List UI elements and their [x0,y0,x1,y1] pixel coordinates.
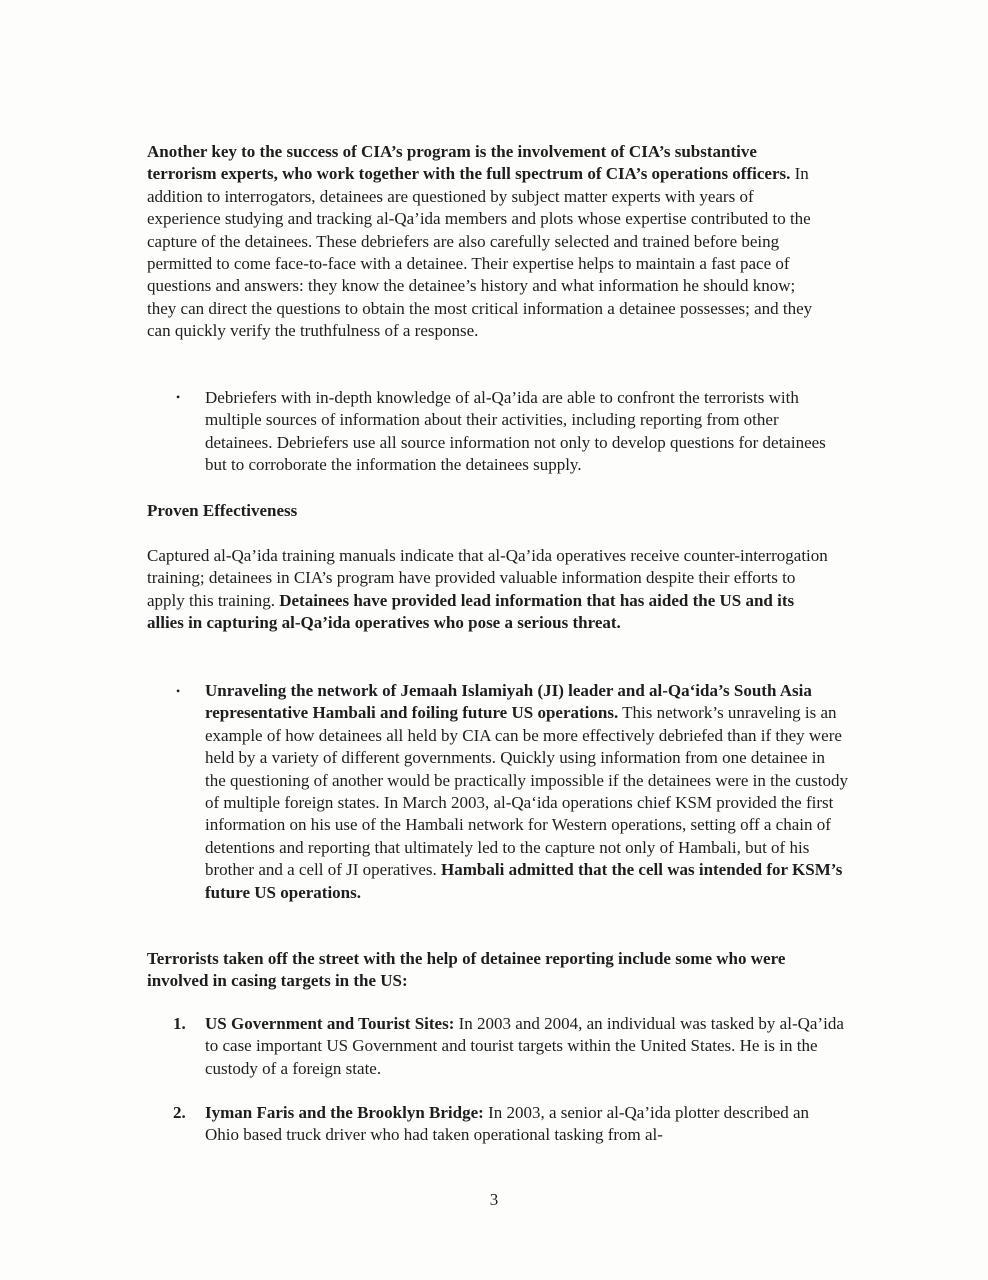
list-item [205,1013,845,1080]
hambali-bullet [205,680,850,904]
list-item [205,1102,830,1147]
intro-paragraph [147,141,827,343]
list-number: 2. [173,1103,186,1122]
list-number: 1. [173,1014,186,1033]
effectiveness-paragraph [147,545,832,635]
list-item-text: In 2003, a senior al-Qa’ida plotter described an Ohio based truck driver who had taken operational tasking from al- [205,1103,810,1145]
bullet-marker: • [176,390,181,404]
list-item-title: US Government and Tourist Sites: [205,1014,455,1033]
hambali-bold-lead: Unraveling the network of Jemaah Islamiyah (JI) leader and al-Qa‘ida’s South Asia representative Hambali and foiling future US operations. [205,681,812,723]
terrorists-intro: Terrorists taken off the street with the help of detainee reporting include some who were involved in casing targets in the US: [147,949,786,991]
page-number: 3 [489,1190,499,1209]
effectiveness-text: Captured al-Qa’ida training manuals indicate that al-Qa’ida operatives receive counter-interrogation training; detainees in CIA’s program have provided valuable information despite their efforts to apply this training. [147,546,828,610]
list-item-title: Iyman Faris and the Brooklyn Bridge: [205,1103,484,1122]
bullet-marker: • [176,684,181,698]
section-heading: Proven Effectiveness [147,501,298,520]
debriefers-bullet-text: Debriefers with in-depth knowledge of al-Qa’ida are able to confront the terrorists with multiple sources of information about their activities, including reporting from other detainees. Debriefers use all source information not only to develop questions for detainees but to corroborate the information the detainees supply. [205,388,826,475]
intro-body-text: In addition to interrogators, detainees are questioned by subject matter experts with years of experience studying and tracking al-Qa’ida members and plots whose expertise contributed to the capture of the detainees. These debriefers are also carefully selected and trained before being permitted to come face-to-face with a detainee. Their expertise helps to maintain a fast pace of questions and answers: they know the detainee’s history and what information he should know; they can direct the questions to obtain the most critical information a detainee possesses; and they can quickly verify the truthfulness of a response. [147,164,813,341]
intro-bold-lead: Another key to the success of CIA’s program is the involvement of CIA’s substantive terrorism experts, who work together with the full spectrum of CIA’s operations officers. [147,142,791,184]
hambali-body-text: This network’s unraveling is an example of how detainees all held by CIA can be more effectively debriefed than if they were held by a variety of different governments. Quickly using information from one detainee in the questioning of another would be practically impossible if the detainees were in the custody of multiple foreign states. In March 2003, al-Qa‘ida operations chief KSM provided the first information on his use of the Hambali network for Western operations, setting off a chain of detentions and reporting that ultimately led to the capture not only of Hambali, but of his brother and a cell of JI operatives. [205,703,848,880]
effectiveness-bold: Detainees have provided lead information that has aided the US and its allies in capturing al-Qa’ida operatives who pose a serious threat. [147,590,795,633]
hambali-bold-end: Hambali admitted that the cell was intended for KSM’s future US operations. [205,860,843,902]
list-item-text: In 2003 and 2004, an individual was tasked by al-Qa’ida to case important US Government and tourist targets within the United States. He is in the custody of a foreign state. [205,1014,844,1078]
debriefers-bullet [205,387,845,477]
